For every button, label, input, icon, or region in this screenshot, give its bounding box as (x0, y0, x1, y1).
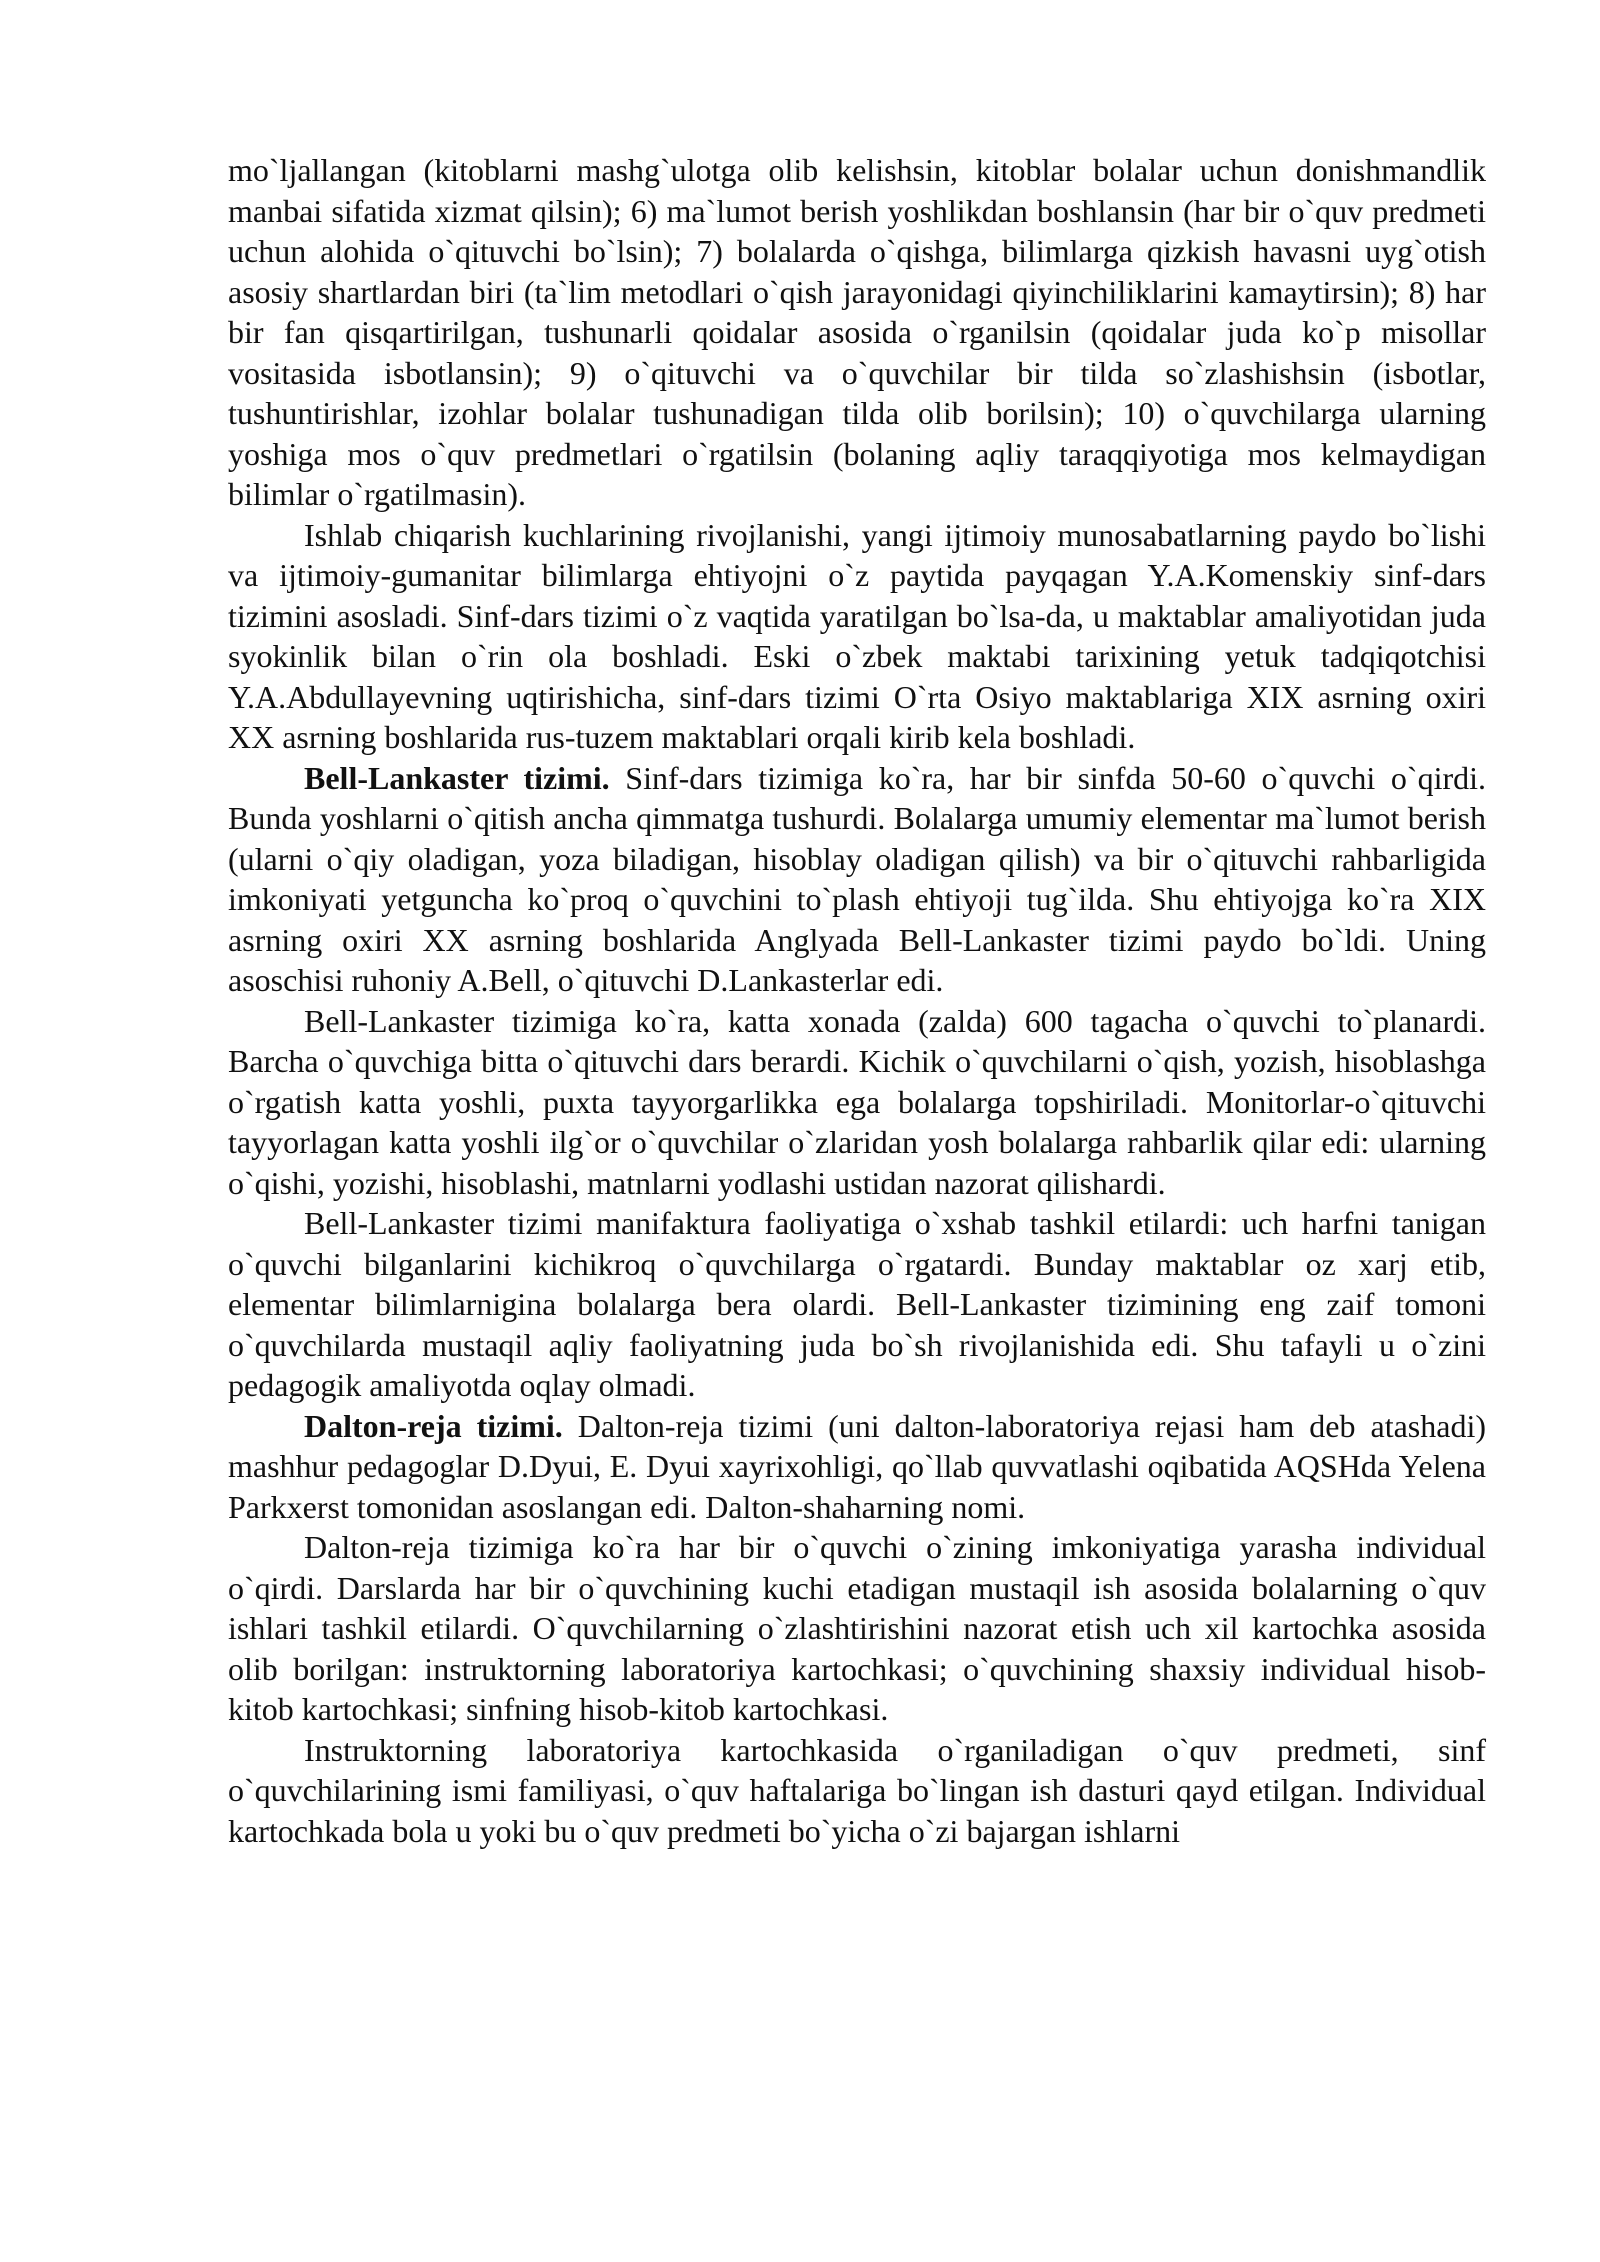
paragraph-text: Instruktorning laboratoriya kartochkasida o`rganiladigan o`quv predmeti, sinf o`quvchilarining ismi familiyasi, o`quv haftalariga bo`lingan ish dasturi qayd etilgan. Individual kartochkada bola u yoki bu o`quv predmeti bo`yicha o`zi bajargan ishlarni (228, 1731, 1486, 1849)
paragraph-5 (228, 1203, 1486, 1406)
paragraph-8 (228, 1730, 1486, 1852)
paragraph-6 (228, 1406, 1486, 1528)
paragraph-text: Dalton-reja tizimiga ko`ra har bir o`quvchi o`zining imkoniyatiga yarasha individual o`qirdi. Darslarda har bir o`quvchining kuchi etadigan mustaqil ish asosida bolalarning o`quv ishlari tashkil etilardi. O`quvchilarning o`zlashtirishini nazorat etish uch xil kartochka asosida olib borilgan: instruktorning laboratoriya kartochkasi; o`quvchining shaxsiy individual hisob-kitob kartochkasi; sinfning hisob-kitob kartochkasi. (228, 1529, 1486, 1727)
section-heading-bell-lankaster: Bell-Lankaster tizimi. (304, 759, 610, 796)
document-page (228, 150, 1486, 1851)
paragraph-text: Bell-Lankaster tizimiga ko`ra, katta xonada (zalda) 600 tagacha o`quvchi to`planardi. Barcha o`quvchiga bitta o`qituvchi dars berardi. Kichik o`quvchilarni o`qish, yozish, hisoblashga o`rgatish katta yoshli, puxta tayyorgarlikka ega bolalarga topshiriladi. Monitorlar-o`qituvchi tayyorlagan katta yoshli ilg`or o`quvchilar o`zlaridan yosh bolalarga rahbarlik qilar edi: ularning o`qishi, yozishi, hisoblashi, matnlarni yodlashi ustidan nazorat qilishardi. (228, 1002, 1486, 1201)
paragraph-text: Sinf-dars tizimiga ko`ra, har bir sinfda 50-60 o`quvchi o`qirdi. Bunda yoshlarni o`qitish ancha qimmatga tushurdi. Bolalarga umumiy elementar ma`lumot berish (ularni o`qiy oladigan, yoza biladigan, hisoblay oladigan qilish) va bir o`qituvchi rahbarligida imkoniyati yetguncha ko`proq o`quvchini to`plash ehtiyoji tug`ilda. Shu ehtiyojga ko`ra XIX asrning oxiri XX asrning boshlarida Anglyada Bell-Lankaster tizimi paydo bo`ldi. Uning asoschisi ruhoniy A.Bell, o`qituvchi D.Lankasterlar edi. (228, 759, 1487, 998)
paragraph-text: Dalton-reja tizimi (uni dalton-laboratoriya rejasi ham deb atashadi) mashhur pedagoglar D.Dyui, E. Dyui xayrixohligi, qo`llab quvvatlashi oqibatida AQSHda Yelena Parkxerst tomonidan asoslangan edi. Dalton-shaharning nomi. (228, 1407, 1487, 1525)
paragraph-2 (228, 515, 1486, 758)
paragraph-text: Bell-Lankaster tizimi manifaktura faoliyatiga o`xshab tashkil etilardi: uch harfni tanigan o`quvchi bilganlarini kichikroq o`quvchilarga o`rgatardi. Bunday maktablar oz xarj etib, elementar bilimlarnigina bolalarga bera olardi. Bell-Lankaster tizimining eng zaif tomoni o`quvchilarda mustaqil aqliy faoliyatning juda bo`sh rivojlanishida edi. Shu tafayli u o`zini pedagogik amaliyotda oqlay olmadi. (228, 1205, 1486, 1403)
section-heading-dalton-reja: Dalton-reja tizimi. (304, 1407, 563, 1444)
paragraph-4 (228, 1001, 1486, 1204)
paragraph-text: Ishlab chiqarish kuchlarining rivojlanishi, yangi ijtimoiy munosabatlarning paydo bo`lishi va ijtimoiy-gumanitar bilimlarga ehtiyojni o`z paytida payqagan Y.A.Komenskiy sinf-dars tizimini asosladi. Sinf-dars tizimi o`z vaqtida yaratilgan bo`lsa-da, u maktablar amaliyotidan juda syokinlik bilan o`rin ola boshladi. Eski o`zbek maktabi tarixining yetuk tadqiqotchisi Y.A.Abdullayevning uqtirishicha, sinf-dars tizimi O`rta Osiyo maktablariga XIX asrning oxiri XX asrning boshlarida rus-tuzem maktablari orqali kirib kela boshladi. (228, 516, 1486, 755)
paragraph-text: mo`ljallangan (kitoblarni mashg`ulotga olib kelishsin, kitoblar bolalar uchun donishmandlik manbai sifatida xizmat qilsin); 6) ma`lumot berish yoshlikdan boshlansin (har bir o`quv predmeti uchun alohida o`qituvchi bo`lsin); 7) bolalarda o`qishga, bilimlarga qizkish havasni uyg`otish asosiy shartlardan biri (ta`lim metodlari o`qish jarayonidagi qiyinchiliklarini kamaytirsin); 8) har bir fan qisqartirilgan, tushunarli qoidalar asosida o`rganilsin (qoidalar juda ko`p misollar vositasida isbotlansin); 9) o`qituvchi va o`quvchilar bir tilda so`zlashishsin (isbotlar, tushuntirishlar, izohlar bolalar tushunadigan tilda olib borilsin); 10) o`quvchilarga ularning yoshiga mos o`quv predmetlari o`rgatilsin (bolaning aqliy taraqqiyotiga mos kelmaydigan bilimlar o`rgatilmasin). (228, 152, 1486, 512)
paragraph-7 (228, 1527, 1486, 1730)
paragraph-3 (228, 758, 1486, 1001)
paragraph-1 (228, 150, 1486, 515)
